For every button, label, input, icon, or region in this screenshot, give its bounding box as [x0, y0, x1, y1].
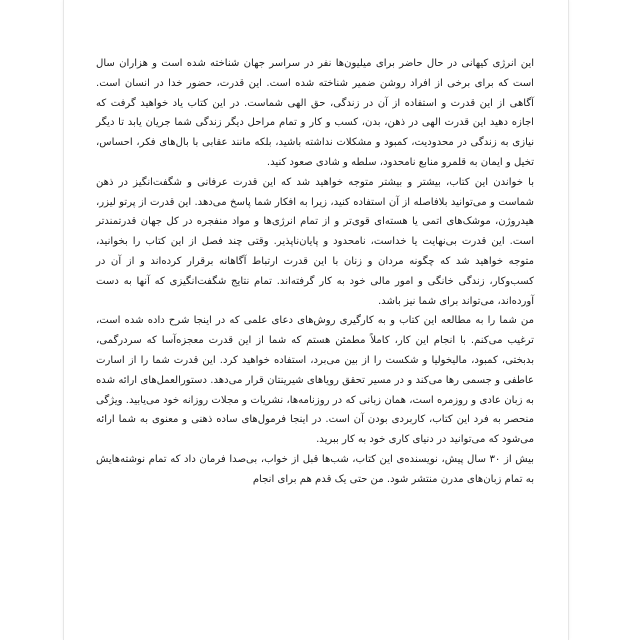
- paragraph-1: این انرژی کیهانی در حال حاضر برای میلیون‌ها نفر در سراسر جهان شناخته شده است و هزاران سال است که برای برخی از افراد روشن ضمیر شناخته شده است. این قدرت، حضور خدا در انسان است. آگاهی از این قدرت و استفاده از آن در زندگی، حق الهی شماست. در این کتاب یاد خواهید گرفت که اجازه دهید این قدرت الهی در ذهن، بدن، کسب و کار و تمام مراحل دیگر زندگی شما جریان یابد تا دیگر نیازی به زندگی در محدودیت، کمبود و مشکلات نداشته باشید، بلکه مانند عقابی با بال‌های فکر، احساس، تخیل و ایمان به قلمرو منابع نامحدود، سلطه و شادی صعود کنید.: [96, 58, 534, 168]
- paragraph-3: من شما را به مطالعه این کتاب و به کارگیری روش‌های دعای علمی که در اینجا شرح داده شده است، ترغیب می‌کنم. با انجام این کار، کاملاً مطمئن هستم که شما از این قدرت معجزه‌آسا که سردرگمی، بدبختی، کمبود، مالیخولیا و شکست را از بین می‌برد، استفاده خواهید کرد. این قدرت شما را از اسارت عاطفی و جسمی رها می‌کند و در مسیر تحقق رویاهای شیرینتان قرار می‌دهد. دستورالعمل‌های ارائه شده به زبان عادی و روزمره است، همان زبانی که در روزنامه‌ها، نشریات و مجلات روزانه خود می‌یابید. ویژگی منحصر به فرد این کتاب، کاربردی بودن آن است. در اینجا فرمول‌های ساده ذهنی و معنوی به شما ارائه می‌شود که می‌توانید در دنیای کاری خود به کار ببرید.: [96, 315, 534, 446]
- paragraph-2: با خواندن این کتاب، بیشتر و بیشتر متوجه خواهید شد که این قدرت عرفانی و شگفت‌انگیز در ذهن شماست و می‌توانید بلافاصله از آن استفاده کنید، زیرا به افکار شما پاسخ می‌دهد. این قدرت از پرتو لیزر، هیدروژن، موشک‌های اتمی یا هسته‌ای قوی‌تر و از تمام انرژی‌ها و مواد منفجره در کل جهان قدرتمندتر است. این قدرت بی‌نهایت یا خداست، نامحدود و پایان‌ناپذیر. وقتی چند فصل از این کتاب را بخوانید، متوجه خواهید شد که چگونه مردان و زنان با این قدرت ارتباط آگاهانه برقرار کرده‌اند و از آن در کسب‌وکار، زندگی خانگی و امور مالی خود به کار گرفته‌اند. تمام نتایج شگفت‌انگیزی که آنها به دست آورده‌اند، می‌تواند برای شما نیز باشد.: [96, 176, 534, 307]
- document-body: [96, 54, 534, 490]
- paragraph-4: بیش از ۳۰ سال پیش، نویسنده‌ی این کتاب، شب‌ها قبل از خواب، بی‌صدا فرمان داد که تمام نوشته‌هایش به تمام زبان‌های مدرن منتشر شود. من حتی یک قدم هم برای انجام: [96, 453, 534, 485]
